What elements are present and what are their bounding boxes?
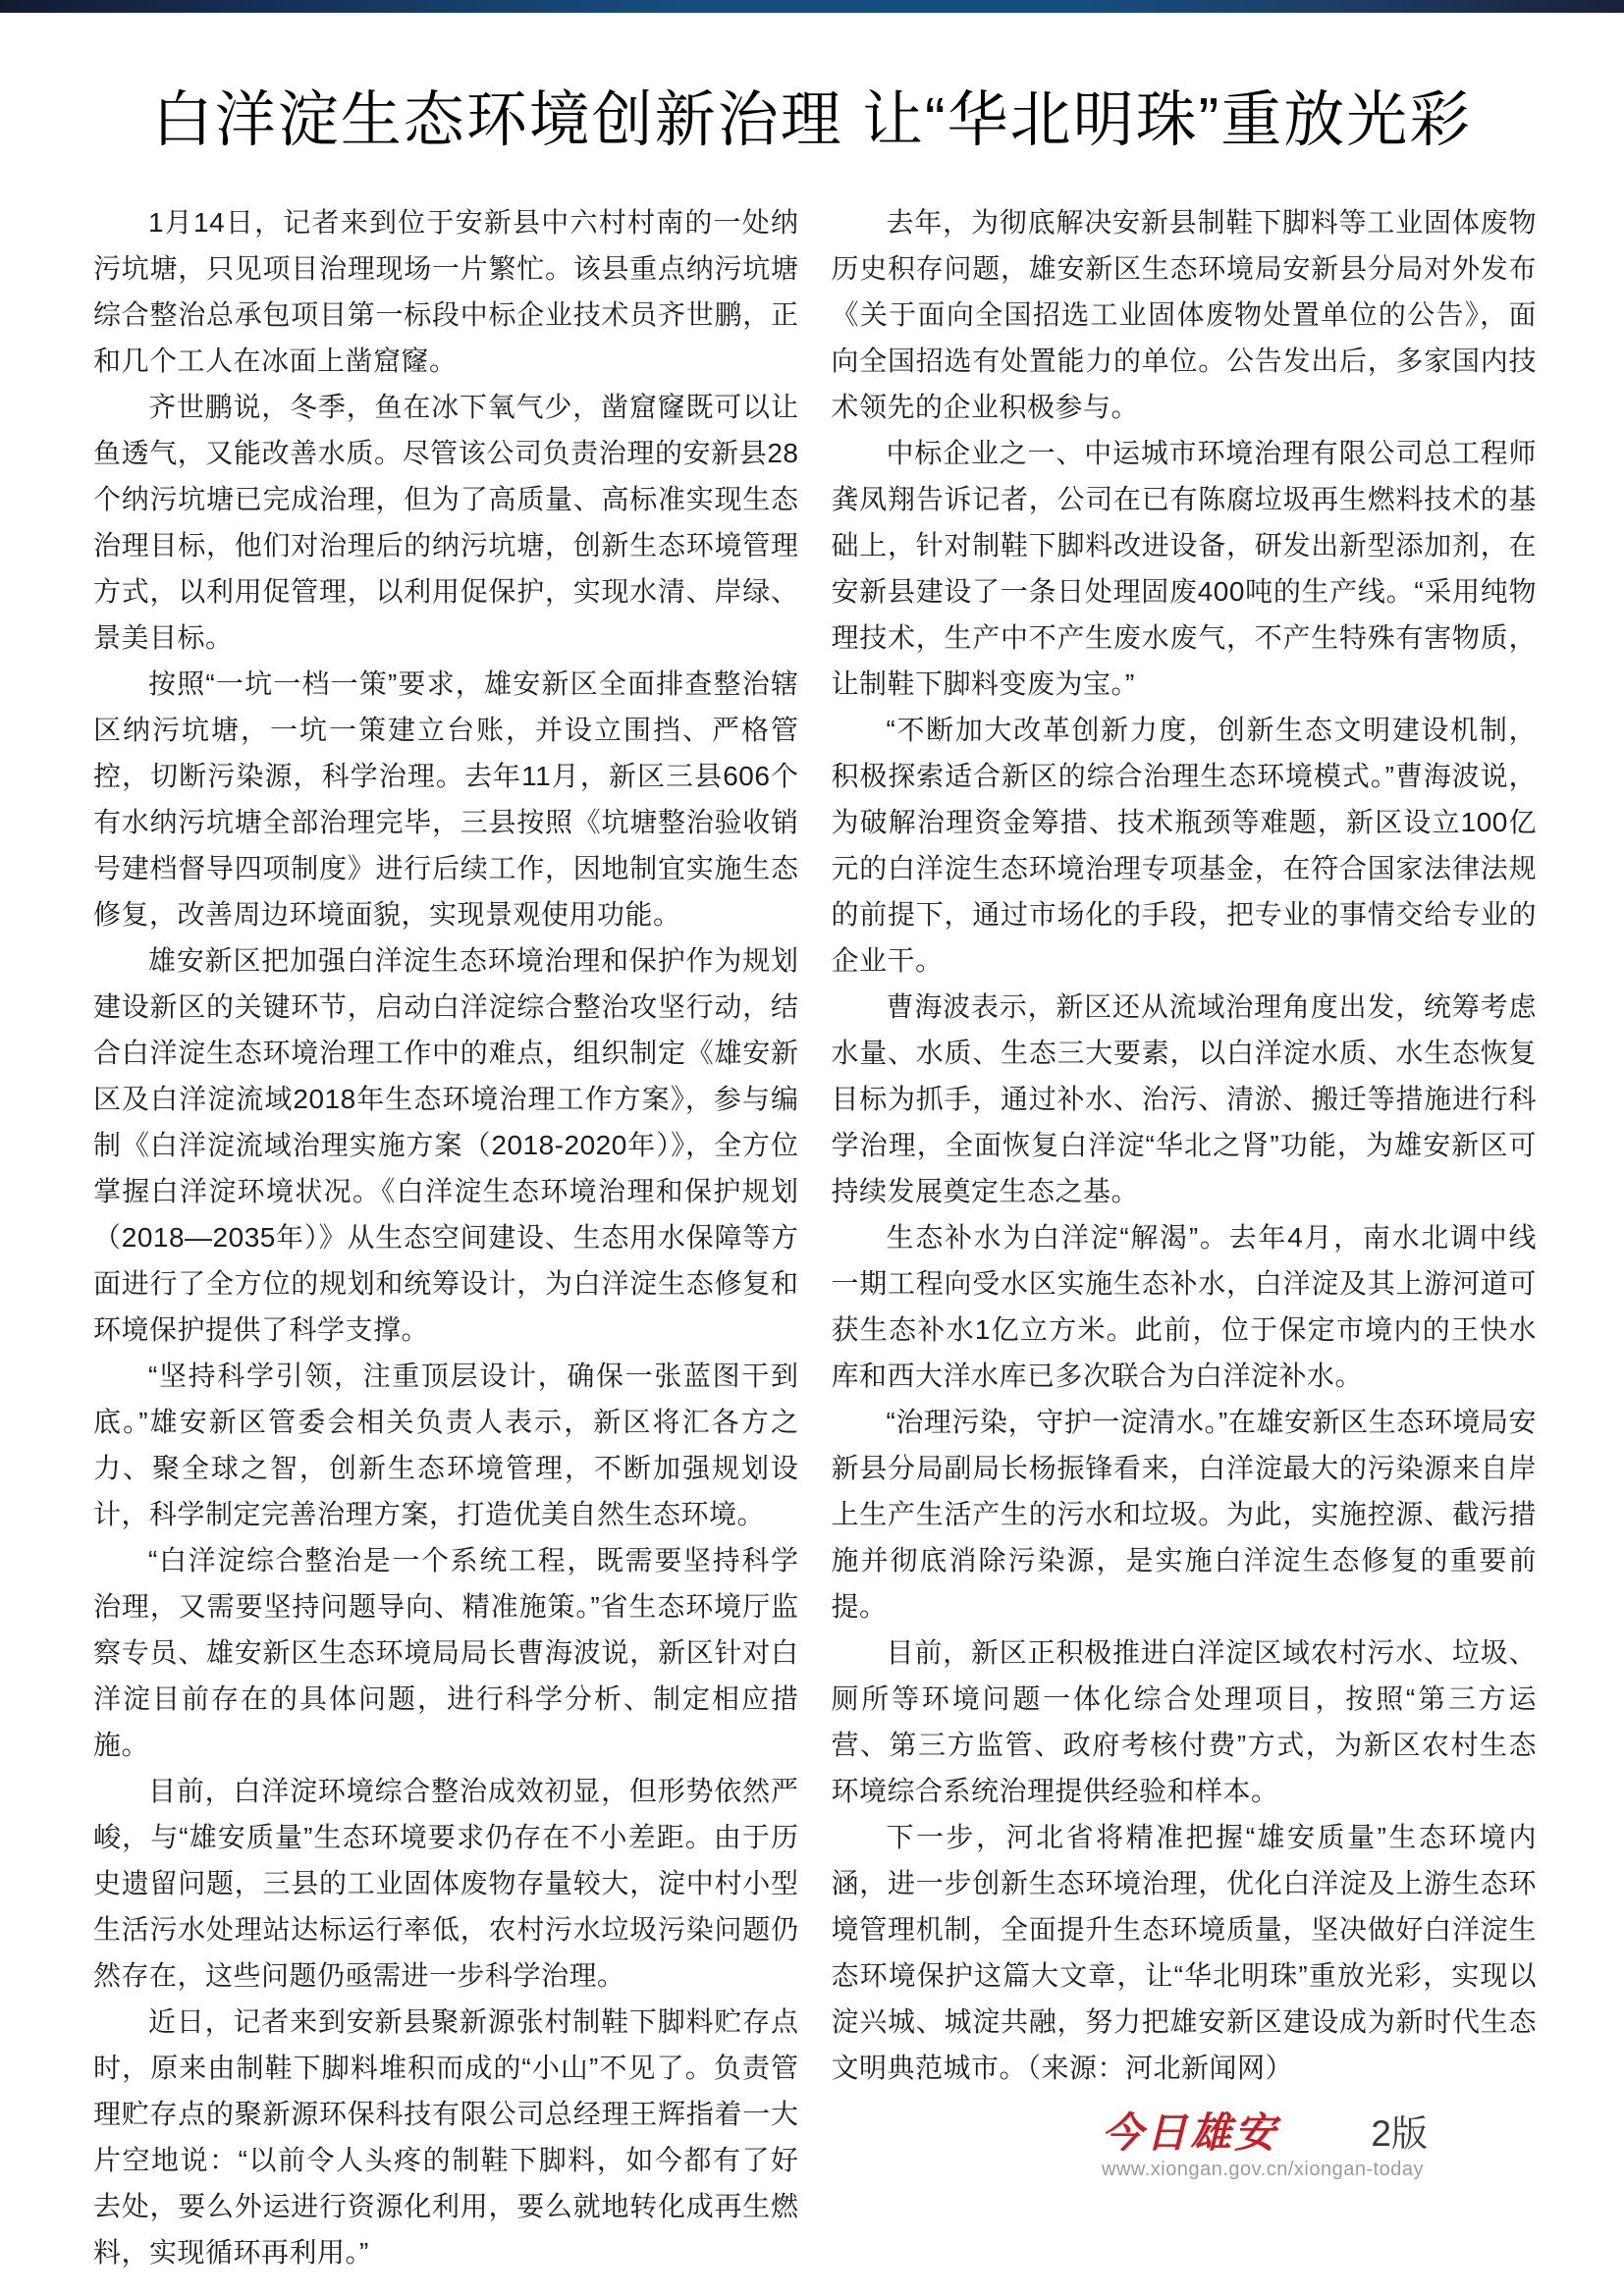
paragraph: 去年，为彻底解决安新县制鞋下脚料等工业固体废物历史积存问题，雄安新区生态环境局安新县分局对外发布《关于面向全国招选工业固体废物处置单位的公告》，面向全国招选有处置能力的单位。公告发出后，多家国内技术领先的企业积极参与。 (831, 207, 1537, 422)
page-number: 2版 (1371, 2113, 1428, 2154)
paragraph: 下一步，河北省将精准把握“雄安质量”生态环境内涵，进一步创新生态环境治理，优化白洋淀及上游生态环境管理机制，全面提升生态环境质量，坚决做好白洋淀生态环境保护这篇大文章，让“华北明珠”重放光彩，实现以淀兴城、城淀共融，努力把雄安新区建设成为新时代生态文明典范城市。（来源：河北新闻网） (831, 1822, 1537, 2083)
left-column (93, 199, 799, 2275)
paragraph: 中标企业之一、中运城市环境治理有限公司总工程师龚凤翔告诉记者，公司在已有陈腐垃圾再生燃料技术的基础上，针对制鞋下脚料改进设备，研发出新型添加剂，在安新县建设了一条日处理固废400吨的生产线。“采用纯物理技术，生产中不产生废水废气，不产生特殊有害物质，让制鞋下脚料变废为宝。” (831, 438, 1537, 699)
paragraph: 齐世鹏说，冬季，鱼在冰下氧气少，凿窟窿既可以让鱼透气，又能改善水质。尽管该公司负责治理的安新县28个纳污坑塘已完成治理，但为了高质量、高标准实现生态治理目标，他们对治理后的纳污坑塘，创新生态环境管理方式，以利用促管理，以利用促保护，实现水清、岸绿、景美目标。 (93, 392, 799, 653)
paragraph: 目前，新区正积极推进白洋淀区域农村污水、垃圾、厕所等环境问题一体化综合处理项目，按照“第三方运营、第三方监管、政府考核付费”方式，为新区农村生态环境综合系统治理提供经验和样本。 (831, 1637, 1537, 1806)
paragraph: “白洋淀综合整治是一个系统工程，既需要坚持科学治理，又需要坚持问题导向、精准施策。”省生态环境厅监察专员、雄安新区生态环境局局长曹海波说，新区针对白洋淀目前存在的具体问题，进行科学分析、制定相应措施。 (93, 1545, 799, 1760)
paragraph: 按照“一坑一档一策”要求，雄安新区全面排查整治辖区纳污坑塘，一坑一策建立台账，并设立围挡、严格管控，切断污染源，科学治理。去年11月，新区三县606个有水纳污坑塘全部治理完毕，三县按照《坑塘整治验收销号建档督导四项制度》进行后续工作，因地制宜实施生态修复，改善周边环境面貌，实现景观使用功能。 (93, 668, 799, 930)
paragraph: 曹海波表示，新区还从流域治理角度出发，统筹考虑水量、水质、生态三大要素，以白洋淀水质、水生态恢复目标为抓手，通过补水、治污、清淤、搬迁等措施进行科学治理，全面恢复白洋淀“华北之肾”功能，为雄安新区可持续发展奠定生态之基。 (831, 991, 1537, 1206)
masthead-logo: 今日雄安 (1102, 2109, 1279, 2157)
paragraph: “治理污染，守护一淀清水。”在雄安新区生态环境局安新县分局副局长杨振锋看来，白洋淀最大的污染源来自岸上生产生活产生的污水和垃圾。为此，实施控源、截污措施并彻底消除污染源，是实施白洋淀生态修复的重要前提。 (831, 1407, 1537, 1622)
article-body (93, 199, 1537, 2275)
footer-masthead-row (1102, 2110, 1428, 2156)
page-footer (1102, 2110, 1428, 2181)
paragraph: “坚持科学引领，注重顶层设计，确保一张蓝图干到底。”雄安新区管委会相关负责人表示，新区将汇各方之力、聚全球之智，创新生态环境管理，不断加强规划设计，科学制定完善治理方案，打造优美自然生态环境。 (93, 1361, 799, 1529)
paragraph: 目前，白洋淀环境综合整治成效初显，但形势依然严峻，与“雄安质量”生态环境要求仍存在不小差距。由于历史遗留问题，三县的工业固体废物存量较大，淀中村小型生活污水处理站达标运行率低，农村污水垃圾污染问题仍然存在，这些问题仍亟需进一步科学治理。 (93, 1776, 799, 1991)
article-headline: 白洋淀生态环境创新治理 让“华北明珠”重放光彩 (151, 86, 1473, 154)
paragraph: 1月14日，记者来到位于安新县中六村村南的一处纳污坑塘，只见项目治理现场一片繁忙。该县重点纳污坑塘综合整治总承包项目第一标段中标企业技术员齐世鹏，正和几个工人在冰面上凿窟窿。 (93, 207, 799, 376)
right-column (832, 199, 1538, 2275)
paragraph: 雄安新区把加强白洋淀生态环境治理和保护作为规划建设新区的关键环节，启动白洋淀综合整治攻坚行动，结合白洋淀生态环境治理工作中的难点，组织制定《雄安新区及白洋淀流域2018年生态环境治理工作方案》，参与编制《白洋淀流域治理实施方案（2018-2020年）》，全方位掌握白洋淀环境状况。《白洋淀生态环境治理和保护规划（2018—2035年）》从生态空间建设、生态用水保障等方面进行了全方位的规划和统筹设计，为白洋淀生态修复和环境保护提供了科学支撑。 (93, 945, 799, 1345)
paragraph: 生态补水为白洋淀“解渴”。去年4月，南水北调中线一期工程向受水区实施生态补水，白洋淀及其上游河道可获生态补水1亿立方米。此前，位于保定市境内的王快水库和西大洋水库已多次联合为白洋淀补水。 (831, 1222, 1537, 1391)
website-url: www.xiongan.gov.cn/xiongan-today (1102, 2159, 1425, 2180)
paragraph: 近日，记者来到安新县聚新源张村制鞋下脚料贮存点时，原来由制鞋下脚料堆积而成的“小山”不见了。负责管理贮存点的聚新源环保科技有限公司总经理王辉指着一大片空地说：“以前令人头疼的制鞋下脚料，如今都有了好去处，要么外运进行资源化利用，要么就地转化成再生燃料，实现循环再利用。” (93, 2006, 799, 2268)
paragraph: “不断加大改革创新力度，创新生态文明建设机制，积极探索适合新区的综合治理生态环境模式。”曹海波说，为破解治理资金筹措、技术瓶颈等难题，新区设立100亿元的白洋淀生态环境治理专项基金，在符合国家法律法规的前提下，通过市场化的手段，把专业的事情交给专业的企业干。 (831, 715, 1537, 976)
top-accent-bar (0, 0, 1624, 13)
